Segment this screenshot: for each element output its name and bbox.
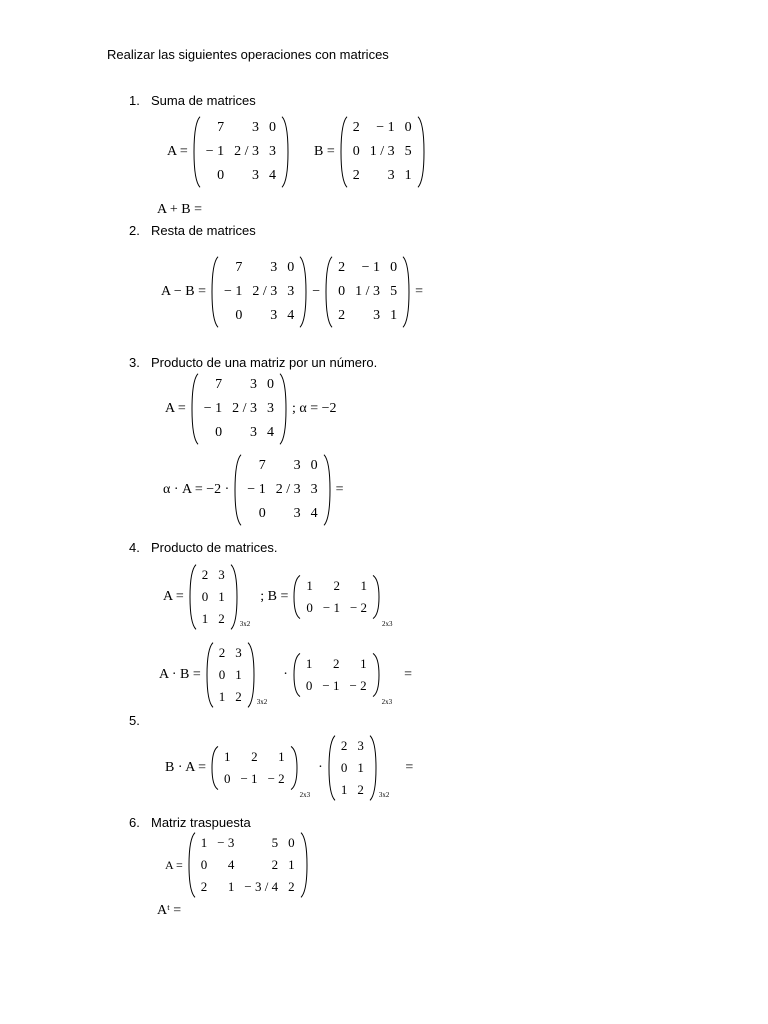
matrix-a bbox=[211, 256, 307, 328]
matrix-b bbox=[211, 746, 298, 790]
matrix-cell: 1 bbox=[227, 879, 235, 894]
matrix-b bbox=[340, 116, 425, 188]
matrix-cell: 5 bbox=[271, 835, 279, 850]
matrix-row bbox=[336, 757, 369, 779]
exercise-label: Suma de matrices bbox=[151, 93, 256, 108]
matrix-a bbox=[328, 735, 377, 801]
matrix-a bbox=[193, 116, 289, 188]
matrix-cell: 2 / 3 bbox=[252, 284, 278, 299]
matrix-row bbox=[242, 502, 322, 526]
matrix-cell: 3 bbox=[270, 260, 278, 275]
matrix-row bbox=[196, 876, 300, 898]
matrix-entries bbox=[336, 735, 369, 801]
matrix-cell: 1 bbox=[288, 857, 295, 872]
dimension-subscript: 3x2 bbox=[256, 698, 268, 706]
equation-label: α · A = −2 · bbox=[163, 482, 230, 497]
matrix-row bbox=[214, 642, 247, 664]
left-parenthesis bbox=[206, 642, 214, 708]
left-parenthesis bbox=[211, 746, 219, 790]
left-parenthesis bbox=[191, 373, 199, 445]
dimension-subscript: 2x3 bbox=[382, 620, 393, 628]
matrix-cell: 7 bbox=[235, 260, 243, 275]
matrix-b bbox=[293, 575, 380, 619]
matrix-cell: 1 bbox=[200, 835, 208, 850]
matrix-row bbox=[214, 686, 247, 708]
matrix-cell: 0 bbox=[223, 771, 231, 786]
matrix-cell: 2 bbox=[235, 689, 242, 704]
right-parenthesis bbox=[369, 735, 377, 801]
matrix-row bbox=[199, 373, 279, 397]
matrix-cell: 1 bbox=[278, 749, 285, 764]
dimension-subscript: 3x2 bbox=[239, 620, 251, 628]
matrix-cell: 2 bbox=[333, 578, 340, 593]
matrix-row bbox=[333, 256, 402, 280]
right-parenthesis bbox=[402, 256, 410, 328]
matrix-row bbox=[348, 164, 417, 188]
matrix-cell: 1 bbox=[306, 578, 313, 593]
exercise-6-heading bbox=[129, 815, 251, 830]
matrix-row bbox=[333, 304, 402, 328]
right-parenthesis bbox=[372, 575, 380, 619]
minus-sign: − bbox=[312, 284, 321, 299]
matrix-cell: 0 bbox=[218, 667, 226, 682]
left-parenthesis bbox=[328, 735, 336, 801]
matrix-cell: 7 bbox=[258, 458, 266, 473]
left-parenthesis bbox=[234, 454, 242, 526]
matrix-cell: 0 bbox=[310, 458, 318, 473]
matrix-cell: 0 bbox=[306, 600, 313, 615]
matrix-cell: 1 bbox=[223, 749, 231, 764]
matrix-cell: 3 bbox=[218, 567, 225, 582]
matrix-cell: 1 / 3 bbox=[369, 144, 395, 159]
matrix-cell: − 1 bbox=[322, 600, 340, 615]
matrix-row bbox=[197, 586, 230, 608]
dimension-subscript: 2x3 bbox=[381, 698, 393, 706]
matrix-a bbox=[234, 454, 330, 526]
matrix-cell: 0 bbox=[390, 260, 398, 275]
left-parenthesis bbox=[193, 116, 201, 188]
exercise-number: 3. bbox=[129, 355, 140, 370]
matrix-cell: 0 bbox=[287, 260, 295, 275]
matrix-cell: − 1 bbox=[247, 482, 266, 497]
exercise-2-heading bbox=[129, 223, 256, 238]
matrix-cell: 2 / 3 bbox=[234, 144, 260, 159]
matrix-cell: 0 bbox=[338, 284, 346, 299]
matrix-cell: 3 bbox=[235, 645, 242, 660]
matrix-cell: 0 bbox=[215, 425, 223, 440]
matrix-cell: 0 bbox=[288, 835, 295, 850]
matrix-a bbox=[189, 564, 238, 630]
exercise-4-product bbox=[155, 642, 416, 708]
exercise-number: 2. bbox=[129, 223, 140, 238]
left-parenthesis bbox=[340, 116, 348, 188]
matrix-cell: 3 bbox=[250, 377, 258, 392]
matrix-cell: 3 bbox=[387, 168, 395, 183]
equation-label: B · A = bbox=[165, 760, 206, 775]
matrix-cell: 2 bbox=[288, 879, 295, 894]
matrix-cell: 4 bbox=[287, 308, 295, 323]
page-title: Realizar las siguientes operaciones con matrices bbox=[107, 47, 389, 62]
matrix-cell: − 2 bbox=[349, 600, 368, 615]
matrix-cell: − 3 / 4 bbox=[244, 879, 279, 894]
matrix-b bbox=[325, 256, 410, 328]
equation-label: B = bbox=[314, 144, 335, 159]
right-parenthesis bbox=[290, 746, 298, 790]
matrix-cell: 3 bbox=[293, 506, 301, 521]
matrix-cell: 3 bbox=[270, 308, 278, 323]
matrix-row bbox=[219, 304, 299, 328]
matrix-entries bbox=[197, 564, 230, 630]
matrix-cell: − 2 bbox=[349, 678, 367, 693]
matrix-cell: 2 bbox=[352, 120, 360, 135]
exercise-2-matrices bbox=[157, 256, 427, 328]
matrix-cell: 1 bbox=[305, 656, 313, 671]
exercise-number: 4. bbox=[129, 540, 140, 555]
exercise-5-heading bbox=[129, 713, 151, 728]
matrix-cell: 2 bbox=[251, 749, 258, 764]
matrix-cell: 2 bbox=[340, 738, 348, 753]
matrix-cell: 0 bbox=[352, 144, 360, 159]
matrix-cell: 1 bbox=[390, 308, 398, 323]
matrix-row bbox=[199, 397, 279, 421]
matrix-cell: − 1 bbox=[376, 120, 395, 135]
matrix-cell: − 2 bbox=[267, 771, 285, 786]
matrix-cell: 3 bbox=[267, 401, 275, 416]
matrix-entries bbox=[201, 116, 281, 188]
matrix-entries bbox=[196, 832, 300, 898]
matrix-cell: 4 bbox=[310, 506, 318, 521]
left-parenthesis bbox=[188, 832, 196, 898]
matrix-cell: 3 bbox=[293, 458, 301, 473]
right-parenthesis bbox=[281, 116, 289, 188]
exercise-label: Producto de matrices. bbox=[151, 540, 278, 555]
left-parenthesis bbox=[293, 653, 301, 697]
matrix-cell: 1 bbox=[340, 782, 348, 797]
matrix-cell: 2 bbox=[218, 645, 226, 660]
matrix-row bbox=[214, 664, 247, 686]
exercise-1-matrices bbox=[163, 116, 426, 188]
matrix-row bbox=[219, 256, 299, 280]
matrix-entries bbox=[333, 256, 402, 328]
matrix-cell: 2 bbox=[338, 308, 346, 323]
matrix-row bbox=[197, 564, 230, 586]
matrix-cell: 0 bbox=[217, 168, 225, 183]
exercise-4-matrices bbox=[159, 564, 393, 630]
matrix-cell: 2 bbox=[357, 782, 364, 797]
matrix-row bbox=[333, 280, 402, 304]
matrix-cell: 3 bbox=[373, 308, 381, 323]
dot-operator: · bbox=[283, 667, 288, 682]
matrix-a bbox=[206, 642, 255, 708]
matrix-cell: 0 bbox=[201, 589, 209, 604]
matrix-cell: 4 bbox=[267, 425, 275, 440]
matrix-cell: 2 bbox=[333, 656, 340, 671]
exercise-number: 1. bbox=[129, 93, 140, 108]
sum-result-label: A + B = bbox=[157, 202, 202, 217]
matrix-cell: 1 bbox=[218, 589, 225, 604]
matrix-cell: 3 bbox=[357, 738, 364, 753]
matrix-cell: 1 bbox=[357, 760, 364, 775]
matrix-row bbox=[301, 653, 372, 675]
matrix-row bbox=[197, 608, 230, 630]
exercise-3-matrix bbox=[161, 373, 341, 445]
matrix-cell: − 1 bbox=[322, 678, 340, 693]
left-parenthesis bbox=[211, 256, 219, 328]
matrix-cell: 0 bbox=[267, 377, 275, 392]
equation-label: ; B = bbox=[260, 589, 289, 604]
matrix-cell: − 1 bbox=[240, 771, 258, 786]
left-parenthesis bbox=[189, 564, 197, 630]
matrix-cell: − 1 bbox=[205, 144, 225, 159]
matrix-cell: 2 bbox=[200, 879, 208, 894]
exercise-label: Resta de matrices bbox=[151, 223, 256, 238]
exercise-3-heading bbox=[129, 355, 377, 370]
exercise-1-heading bbox=[129, 93, 256, 108]
right-parenthesis bbox=[299, 256, 307, 328]
matrix-cell: 0 bbox=[235, 308, 243, 323]
exercise-number: 5. bbox=[129, 713, 140, 728]
right-parenthesis bbox=[372, 653, 380, 697]
matrix-entries bbox=[214, 642, 247, 708]
equation-label: A = bbox=[165, 857, 183, 872]
matrix-cell: 0 bbox=[269, 120, 277, 135]
matrix-cell: 1 bbox=[235, 667, 242, 682]
left-parenthesis bbox=[325, 256, 333, 328]
exercise-3-product bbox=[159, 454, 348, 526]
equation-label: A = bbox=[165, 401, 186, 416]
matrix-cell: 3 bbox=[287, 284, 295, 299]
equals-sign: = bbox=[335, 482, 344, 497]
matrix-row bbox=[242, 478, 322, 502]
equation-label: A − B = bbox=[161, 284, 206, 299]
matrix-cell: 1 bbox=[360, 656, 367, 671]
dimension-subscript: 3x2 bbox=[378, 791, 390, 799]
matrix-row bbox=[196, 854, 300, 876]
left-parenthesis bbox=[293, 575, 301, 619]
exercise-4-heading bbox=[129, 540, 277, 555]
matrix-entries bbox=[348, 116, 417, 188]
equation-label: A = bbox=[163, 589, 184, 604]
matrix-row bbox=[196, 832, 300, 854]
dimension-subscript: 2x3 bbox=[299, 791, 311, 799]
matrix-cell: 2 bbox=[271, 857, 279, 872]
transpose-result-label: Aᵗ = bbox=[157, 903, 182, 918]
matrix-cell: 2 bbox=[201, 567, 209, 582]
matrix-a bbox=[191, 373, 287, 445]
matrix-cell: 5 bbox=[390, 284, 398, 299]
matrix-cell: 3 bbox=[252, 168, 260, 183]
matrix-cell: 1 bbox=[404, 168, 412, 183]
right-parenthesis bbox=[417, 116, 425, 188]
matrix-row bbox=[201, 164, 281, 188]
matrix-row bbox=[348, 140, 417, 164]
matrix-cell: 0 bbox=[340, 760, 348, 775]
matrix-a bbox=[188, 832, 308, 898]
matrix-entries bbox=[219, 256, 299, 328]
matrix-row bbox=[219, 280, 299, 304]
matrix-cell: 3 bbox=[252, 120, 260, 135]
right-parenthesis bbox=[230, 564, 238, 630]
exercise-5-product bbox=[161, 735, 417, 801]
matrix-row bbox=[201, 116, 281, 140]
matrix-row bbox=[219, 768, 290, 790]
matrix-entries bbox=[199, 373, 279, 445]
exercise-6-matrix bbox=[161, 832, 309, 898]
matrix-row bbox=[201, 140, 281, 164]
matrix-cell: − 3 bbox=[217, 835, 235, 850]
matrix-cell: − 1 bbox=[361, 260, 381, 275]
equation-label: A = bbox=[167, 144, 188, 159]
matrix-row bbox=[301, 675, 372, 697]
right-parenthesis bbox=[279, 373, 287, 445]
equals-sign: = bbox=[405, 760, 414, 775]
matrix-b bbox=[293, 653, 380, 697]
dot-operator: · bbox=[318, 760, 323, 775]
matrix-entries bbox=[242, 454, 322, 526]
matrix-entries bbox=[301, 575, 372, 619]
matrix-cell: 0 bbox=[404, 120, 412, 135]
exercise-number: 6. bbox=[129, 815, 140, 830]
matrix-row bbox=[199, 421, 279, 445]
matrix-row bbox=[348, 116, 417, 140]
matrix-cell: 2 bbox=[352, 168, 360, 183]
right-parenthesis bbox=[300, 832, 308, 898]
exercise-label: Producto de una matriz por un número. bbox=[151, 355, 378, 370]
matrix-cell: 1 bbox=[218, 689, 226, 704]
right-parenthesis bbox=[247, 642, 255, 708]
right-parenthesis bbox=[323, 454, 331, 526]
matrix-row bbox=[301, 575, 372, 597]
matrix-cell: 1 bbox=[360, 578, 368, 593]
matrix-cell: 1 / 3 bbox=[355, 284, 381, 299]
matrix-cell: 3 bbox=[269, 144, 277, 159]
matrix-cell: 0 bbox=[200, 857, 208, 872]
matrix-cell: − 1 bbox=[223, 284, 243, 299]
matrix-cell: 0 bbox=[305, 678, 313, 693]
matrix-cell: 7 bbox=[217, 120, 225, 135]
matrix-cell: 3 bbox=[250, 425, 258, 440]
matrix-row bbox=[301, 597, 372, 619]
matrix-cell: 2 bbox=[338, 260, 346, 275]
matrix-cell: 2 / 3 bbox=[275, 482, 301, 497]
matrix-cell: 7 bbox=[215, 377, 223, 392]
matrix-row bbox=[242, 454, 322, 478]
matrix-row bbox=[336, 735, 369, 757]
matrix-row bbox=[336, 779, 369, 801]
exercise-label: Matriz traspuesta bbox=[151, 815, 251, 830]
matrix-row bbox=[219, 746, 290, 768]
equation-label: A · B = bbox=[159, 667, 201, 682]
matrix-cell: 5 bbox=[404, 144, 412, 159]
matrix-cell: 2 bbox=[218, 611, 225, 626]
matrix-cell: 1 bbox=[201, 611, 209, 626]
matrix-entries bbox=[219, 746, 290, 790]
matrix-cell: 0 bbox=[258, 506, 266, 521]
equals-sign: = bbox=[404, 667, 412, 682]
matrix-cell: 4 bbox=[227, 857, 235, 872]
matrix-cell: 4 bbox=[269, 168, 277, 183]
matrix-cell: 2 / 3 bbox=[232, 401, 258, 416]
equals-sign: = bbox=[415, 284, 423, 299]
alpha-value: ; α = −2 bbox=[292, 401, 337, 416]
matrix-cell: 3 bbox=[310, 482, 318, 497]
matrix-cell: − 1 bbox=[203, 401, 223, 416]
matrix-entries bbox=[301, 653, 372, 697]
